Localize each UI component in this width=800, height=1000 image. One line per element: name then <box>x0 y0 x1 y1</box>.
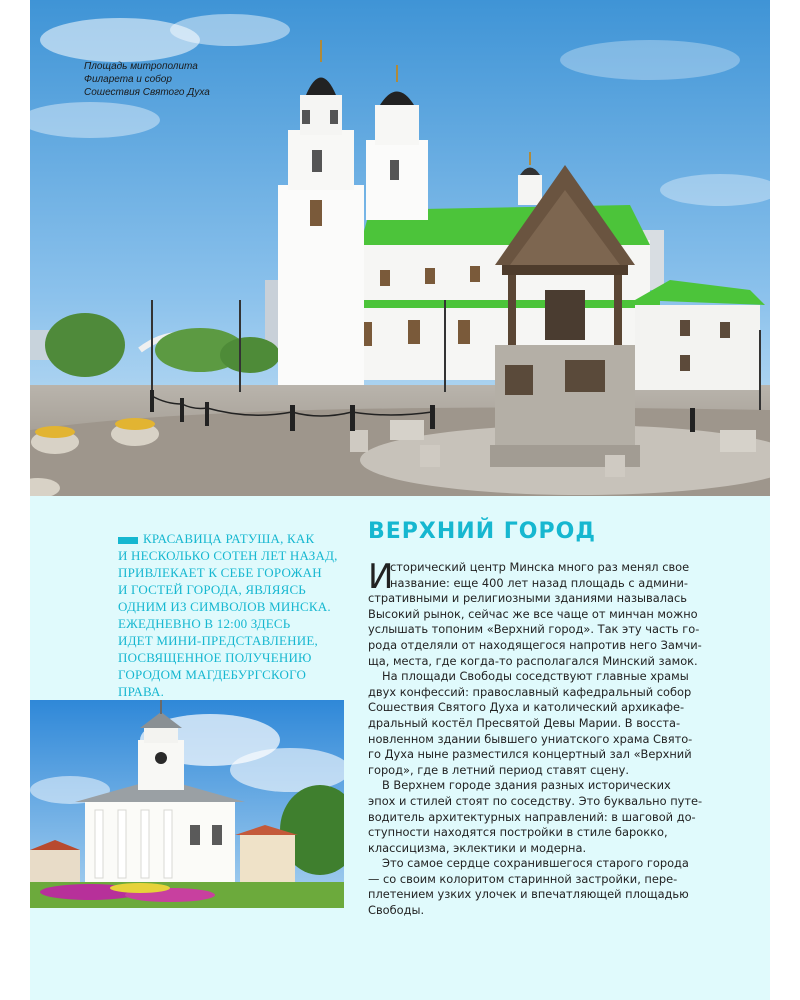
pull-quote-text: КРАСАВИЦА РАТУША, КАК <box>143 531 315 546</box>
town-hall-photo <box>30 700 344 908</box>
photo-caption <box>84 60 264 99</box>
text-line: В Верхнем городе здания разных исторических <box>382 778 671 793</box>
text-line: Это самое сердце сохранившегося старого города <box>382 856 689 871</box>
text-line: классицизма, эклектики и модерна. <box>368 840 587 855</box>
text-line: услышать топоним «Верхний город». Так эту часть го- <box>368 622 700 637</box>
pull-quote-line <box>118 530 358 547</box>
paragraph <box>368 669 734 778</box>
pull-quote-line: И ГОСТЕЙ ГОРОДА, ЯВЛЯЯСЬ <box>118 582 306 597</box>
text-line: дральный костёл Пресвятой Девы Марии. В восста- <box>368 715 681 730</box>
caption-line: Площадь митрополита <box>84 61 198 72</box>
text-line: водитель архитектурных направлений: в шаговой до- <box>368 809 696 824</box>
paragraph <box>368 778 734 856</box>
text-line: ща, места, где когда-то располагался Минский замок. <box>368 653 698 668</box>
pull-quote-line: ИДЕТ МИНИ-ПРЕДСТАВЛЕНИЕ, <box>118 633 318 648</box>
article-title: ВЕРХНИЙ ГОРОД <box>368 519 596 544</box>
text-line: плетением узких улочек и впечатляющей площадью <box>368 887 689 902</box>
caption-line: Филарета и собор <box>84 74 172 85</box>
pull-quote-line: ЕЖЕДНЕВНО В 12:00 ЗДЕСЬ <box>118 616 291 631</box>
drop-cap: И <box>368 557 394 597</box>
text-line: Высокий рынок, сейчас же все чаще от минчан можно <box>368 606 698 621</box>
cathedral-photo <box>30 0 770 496</box>
text-line: сторический центр Минска много раз менял свое <box>390 560 690 574</box>
pull-quote-line: ПОСВЯЩЕННОЕ ПОЛУЧЕНИЮ <box>118 650 312 665</box>
text-line: ступности находятся постройки в стиле барокко, <box>368 825 668 840</box>
paragraph <box>368 856 734 918</box>
text-line: стративными и религиозными зданиями называлась <box>368 591 687 606</box>
pull-quote-line: ПРАВА. <box>118 684 165 699</box>
pull-quote <box>118 530 358 700</box>
text-line: рода отделяли от находящегося напротив него Замчи- <box>368 637 702 652</box>
text-line: Сошествия Святого Духа и католический архикафе- <box>368 700 685 715</box>
pull-quote-line: И НЕСКОЛЬКО СОТЕН ЛЕТ НАЗАД, <box>118 548 338 563</box>
caption-line: Сошествия Святого Духа <box>84 87 210 98</box>
accent-bar <box>118 537 138 544</box>
text-line: название: еще 400 лет назад площадь с админи- <box>390 575 689 590</box>
text-line: эпох и стилей стоят по соседству. Это буквально путе- <box>368 793 703 808</box>
article-body <box>368 557 734 919</box>
text-line: город», где в летний период ставят сцену. <box>368 762 629 777</box>
pull-quote-line: ОДНИМ ИЗ СИМВОЛОВ МИНСКА. <box>118 599 331 614</box>
text-line: новленном здании бывшего униатского храма Свято- <box>368 731 693 746</box>
magazine-page <box>30 0 770 1000</box>
text-line: двух конфессий: православный кафедральный собор <box>368 684 692 699</box>
text-line: — со своим колоритом старинной застройки, пере- <box>368 871 678 886</box>
text-line: На площади Свободы соседствуют главные храмы <box>382 669 689 684</box>
pull-quote-line: ГОРОДОМ МАГДЕБУРГСКОГО <box>118 667 307 682</box>
pull-quote-line: ПРИВЛЕКАЕТ К СЕБЕ ГОРОЖАН <box>118 565 322 580</box>
paragraph <box>368 557 734 669</box>
text-line: го Духа ныне разместился концертный зал «Верхний <box>368 747 692 762</box>
text-line: Свободы. <box>368 903 425 918</box>
